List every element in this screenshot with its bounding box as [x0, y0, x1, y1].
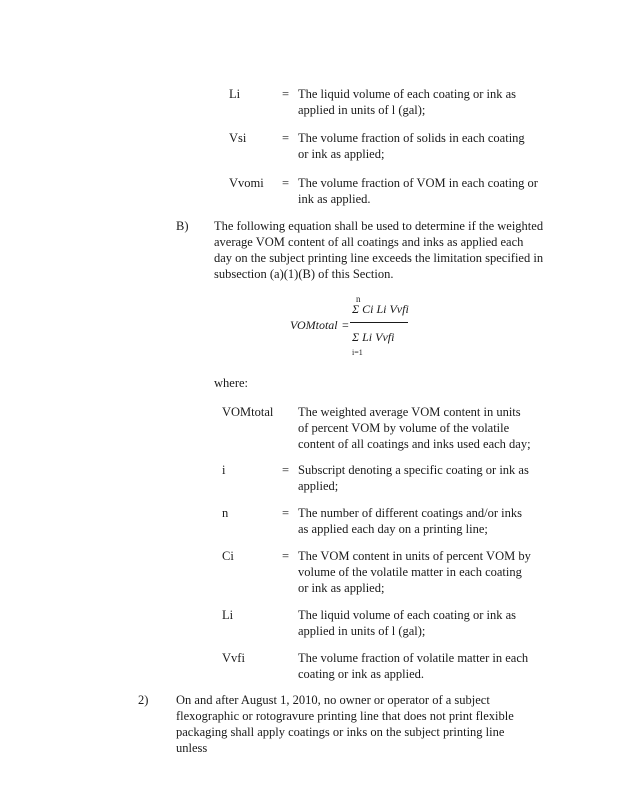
definition-vvfi: The volume fraction of volatile matter in each coating or ink as applied. [298, 651, 529, 681]
formula-lhs: VOMtotal [290, 318, 338, 332]
equals-sign: = [282, 506, 290, 520]
equals-sign: = [282, 87, 290, 101]
symbol-vvfi: Vvfi [222, 651, 245, 665]
item-2-label: 2) [138, 693, 149, 707]
symbol-vsi: Vsi [229, 131, 247, 145]
where-label: where: [214, 376, 249, 390]
symbol-ci: Ci [222, 549, 234, 563]
symbol-li-2: Li [222, 608, 234, 622]
definition-n: The number of different coatings and/or inks as applied each day on a printing line; [298, 506, 523, 536]
formula-limit-bottom: i=1 [352, 348, 363, 357]
equals-sign: = [282, 549, 290, 563]
definition-li-2: The liquid volume of each coating or ink as applied in units of l (gal); [298, 608, 516, 638]
item-2-text: On and after August 1, 2010, no owner or operator of a subject flexographic or rotogravure printing line that does not print flexible packaging shall apply coatings or inks on the subject printing line unless [176, 693, 514, 755]
formula-numerator: Σ Ci Li Vvfi [352, 302, 409, 316]
equals-sign: = [282, 176, 290, 190]
definition-li: The liquid volume of each coating or ink as applied in units of l (gal); [298, 87, 516, 117]
fraction-bar [350, 322, 408, 323]
definition-vsi: The volume fraction of solids in each coating or ink as applied; [298, 131, 525, 161]
symbol-vomtotal: VOMtotal [222, 405, 274, 419]
definition-vomtotal: The weighted average VOM content in units of percent VOM by volume of the volatile content of all coatings and inks used each day; [298, 405, 531, 451]
definition-i: Subscript denoting a specific coating or ink as applied; [298, 463, 529, 493]
formula-equals: = [342, 318, 349, 332]
definition-vvomi: The volume fraction of VOM in each coating or ink as applied. [298, 176, 538, 206]
symbol-li: Li [229, 87, 241, 101]
definition-ci: The VOM content in units of percent VOM by volume of the volatile matter in each coating or ink as applied; [298, 549, 531, 595]
formula-limit-top: n [356, 294, 361, 304]
formula-denominator: Σ Li Vvfi [352, 330, 395, 344]
section-b-label: B) [176, 219, 189, 233]
symbol-n: n [222, 506, 229, 520]
equals-sign: = [282, 131, 290, 145]
symbol-i: i [222, 463, 226, 477]
equals-sign: = [282, 463, 290, 477]
section-b-text: The following equation shall be used to determine if the weighted average VOM content of all coatings and inks as applied each day on the subject printing line exceeds the limitation specified in subsection (a)(1)(B) of this Section. [214, 219, 544, 281]
symbol-vvomi: Vvomi [229, 176, 264, 190]
